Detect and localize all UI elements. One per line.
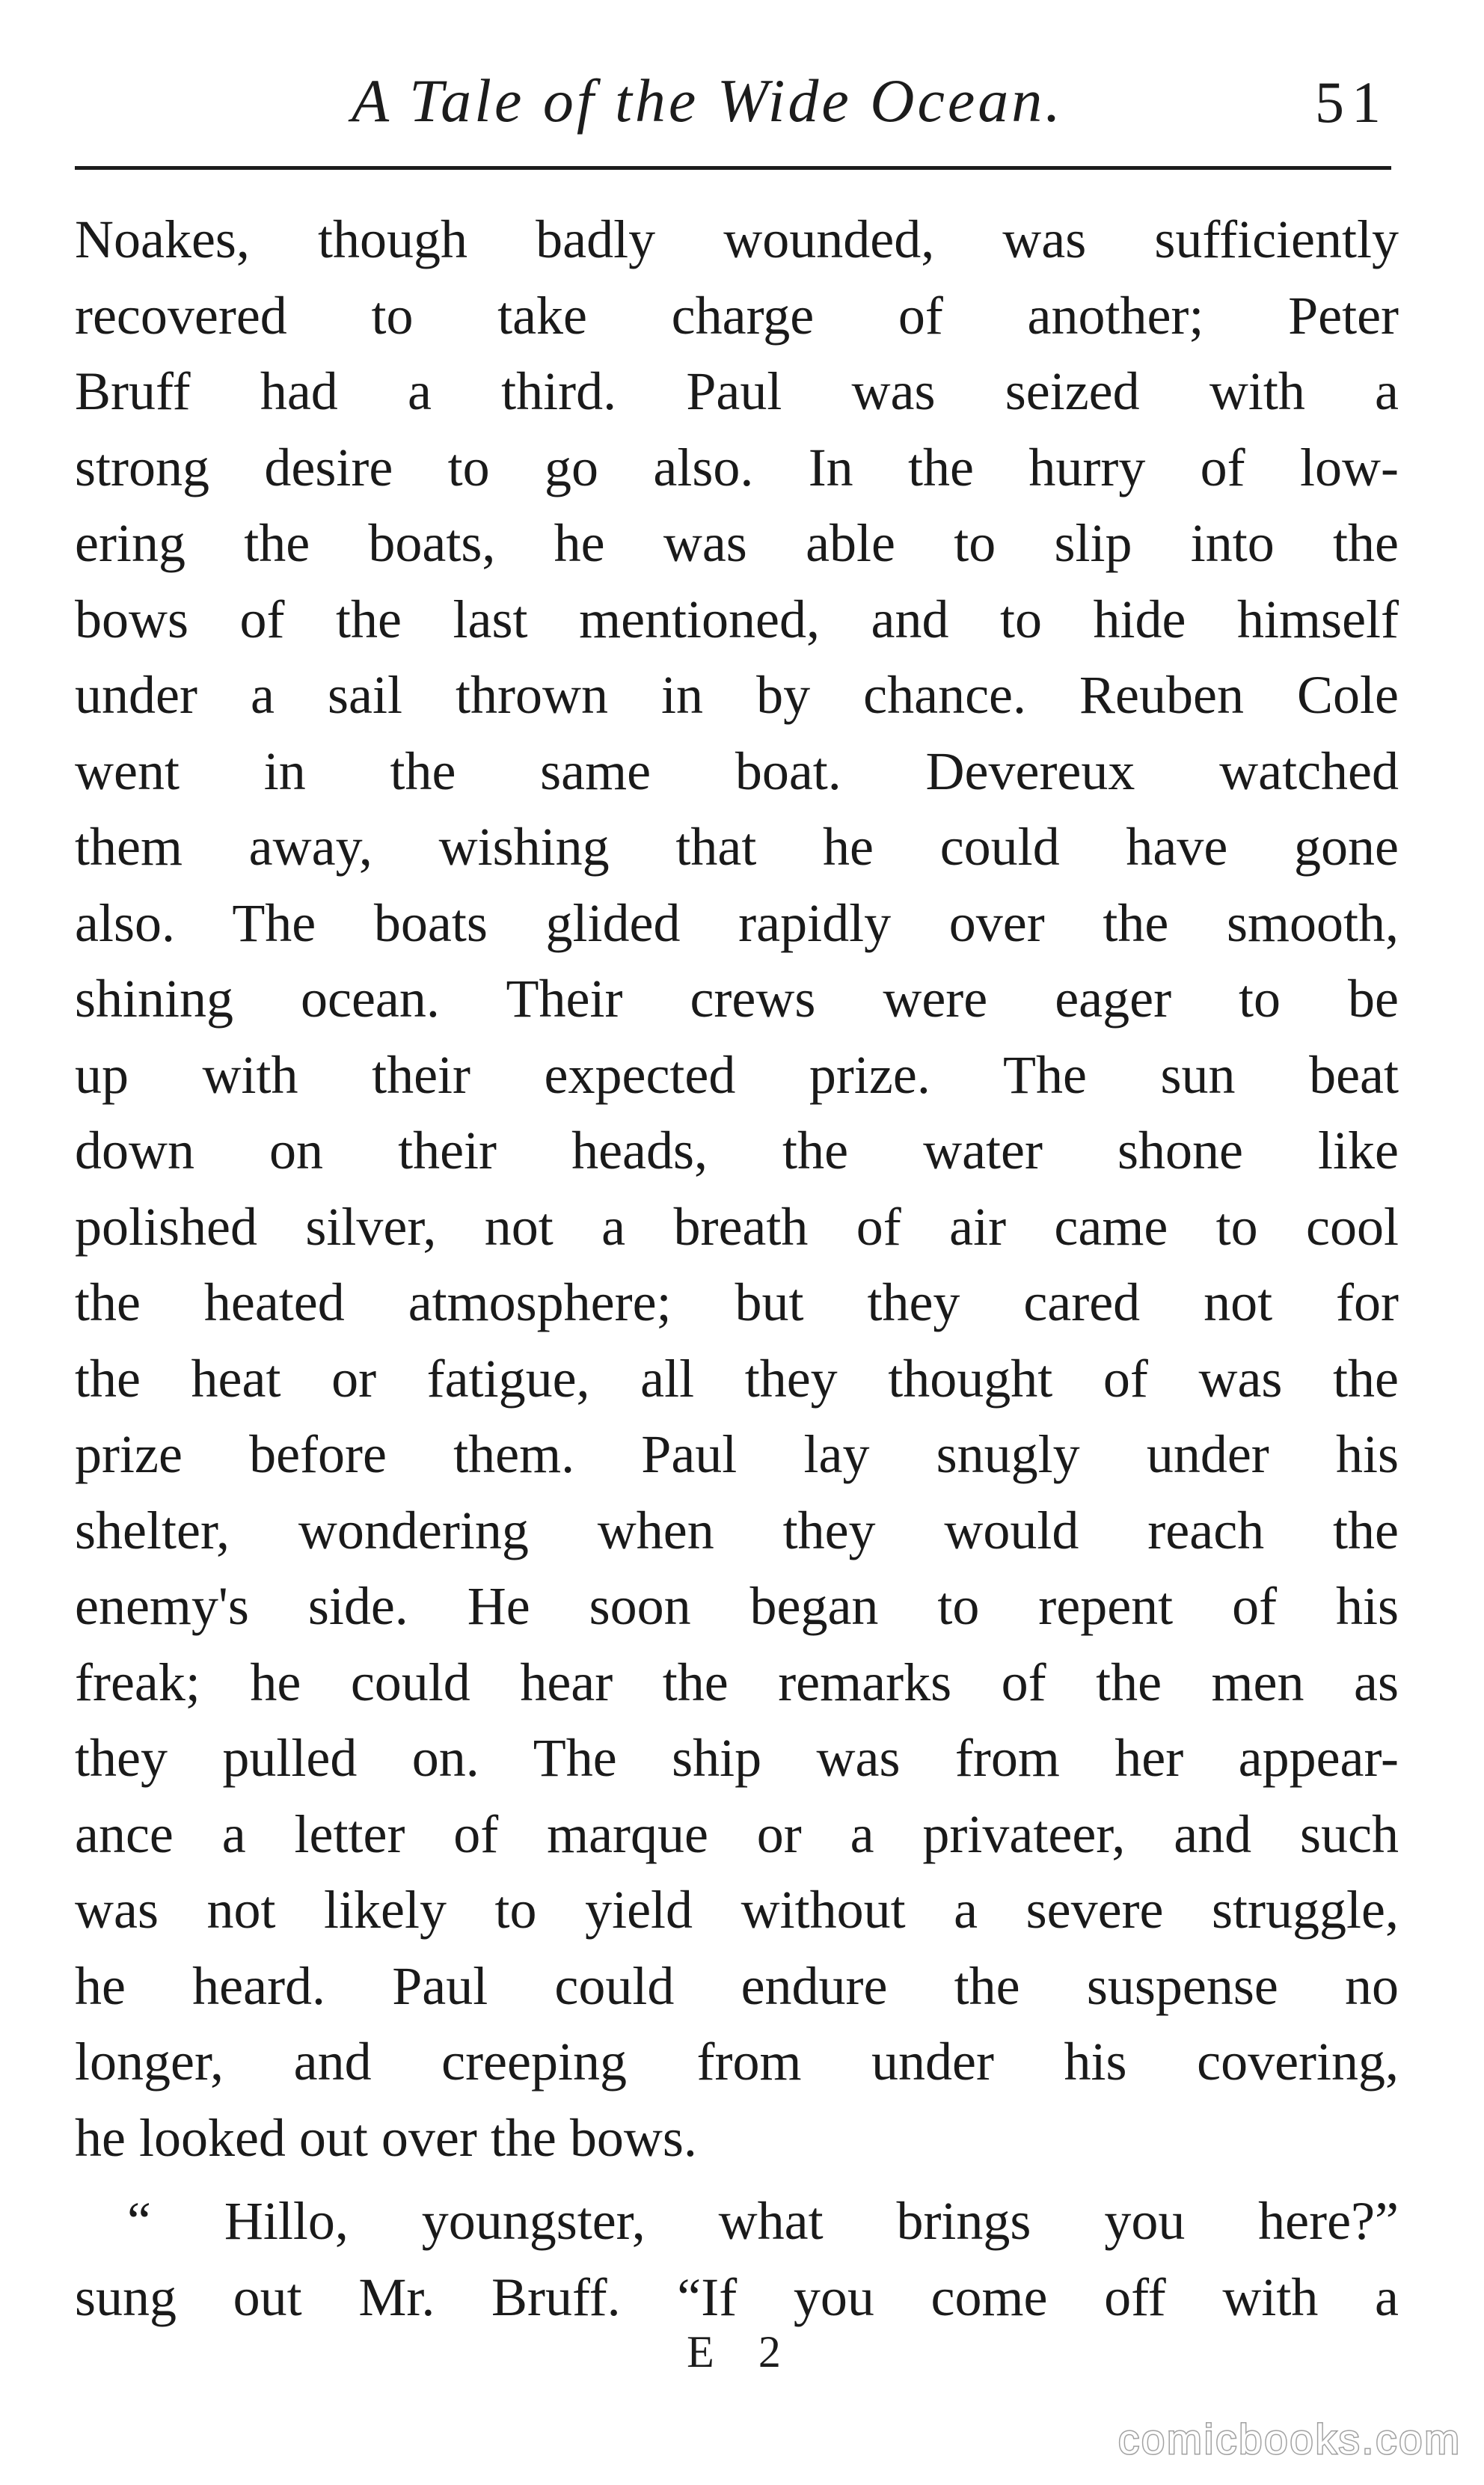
text-line: recovered to take charge of another; Peter [75,285,1399,346]
text-line: Bruff had a third. Paul was seized with a [75,361,1399,421]
body-text [75,202,1399,2335]
page-number: 51 [1315,70,1388,135]
text-line: ance a letter of marque or a privateer, and such [75,1804,1399,1864]
text-line: ering the boats, he was able to slip into the [75,513,1399,573]
text-line: they pulled on. The ship was from her appear- [75,1728,1399,1788]
signature-mark: E 2 [687,2327,797,2377]
text-line: under a sail thrown in by chance. Reuben Cole [75,665,1399,725]
text-line: also. The boats glided rapidly over the smooth, [75,892,1399,953]
text-line: went in the same boat. Devereux watched [75,741,1399,801]
watermark: comicbooks.com [1117,2415,1462,2463]
running-title: A Tale of the Wide Ocean. [352,67,1064,135]
text-line: polished silver, not a breath of air came to cool [75,1196,1399,1257]
text-line: enemy's side. He soon began to repent of his [75,1576,1399,1636]
text-line: the heat or fatigue, all they thought of was the [75,1348,1399,1409]
text-line: longer, and creeping from under his covering, [75,2032,1399,2092]
text-line: the heated atmosphere; but they cared not for [75,1272,1399,1332]
text-line: shining ocean. Their crews were eager to be [75,969,1399,1029]
text-line: he looked out over the bows. [75,2107,697,2168]
text-line: shelter, wondering when they would reach the [75,1500,1399,1560]
text-line: was not likely to yield without a severe struggle, [75,1880,1399,1940]
text-line: down on their heads, the water shone like [75,1121,1399,1180]
text-line: Noakes, though badly wounded, was sufficiently [75,209,1399,269]
text-line: he heard. Paul could endure the suspense no [75,1955,1399,2016]
text-line: up with their expected prize. The sun beat [75,1044,1399,1105]
text-line: sung out Mr. Bruff. “If you come off with a [75,2267,1399,2327]
header-rule [75,166,1391,170]
text-line: prize before them. Paul lay snugly under his [75,1424,1399,1484]
paragraph-gap [75,2176,1399,2184]
text-line: strong desire to go also. In the hurry of low- [75,437,1399,497]
text-line: bows of the last mentioned, and to hide himself [75,589,1399,649]
text-line: “ Hillo, youngster, what brings you here?” [127,2191,1399,2251]
text-line: them away, wishing that he could have gone [75,817,1399,877]
text-line: freak; he could hear the remarks of the men as [75,1652,1399,1712]
